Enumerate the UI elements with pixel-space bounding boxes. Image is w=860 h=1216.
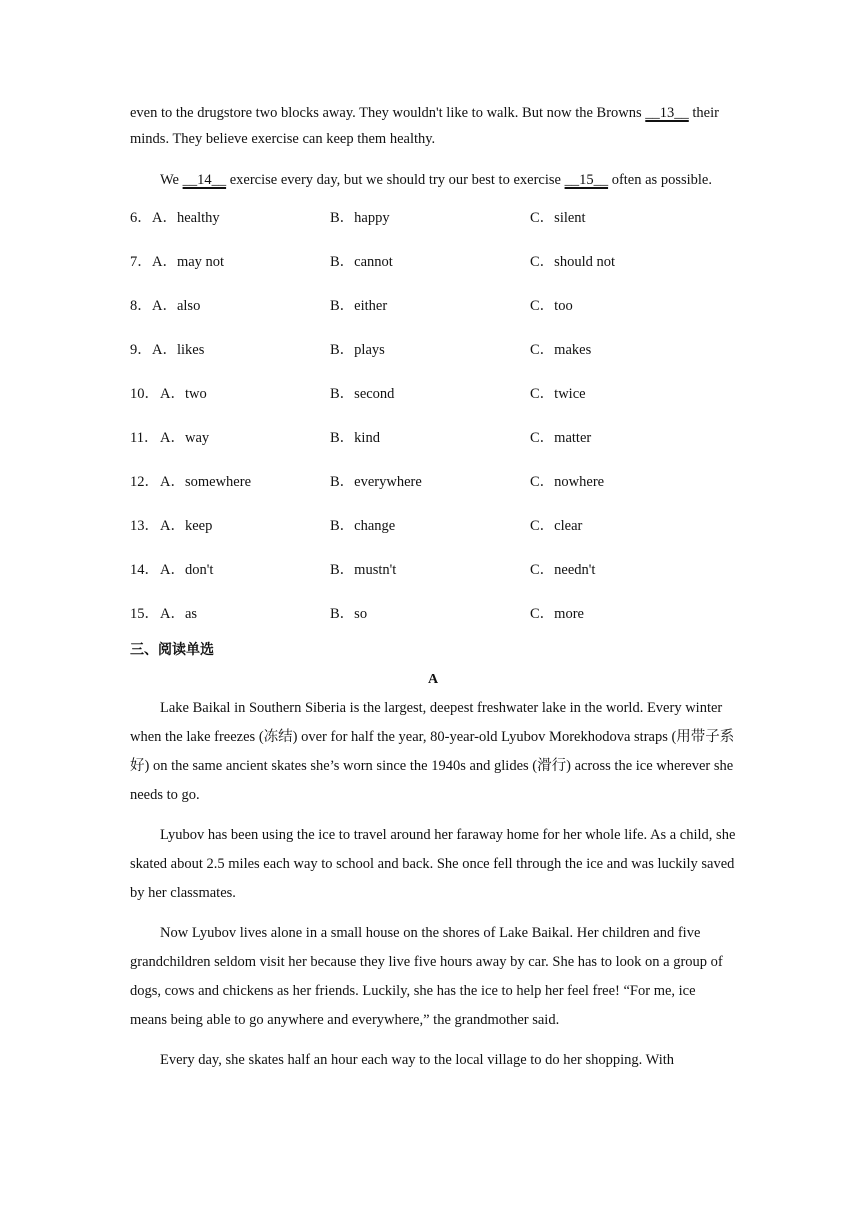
option-c: C．silent (530, 210, 586, 226)
option-a: A．likes (152, 342, 205, 358)
option-b: B．everywhere (330, 474, 422, 490)
option-a: A．may not (152, 254, 225, 270)
cloze-paragraph-2 (130, 167, 736, 193)
cloze-text: exercise every day, but we should try our best to exercise (226, 172, 565, 188)
option-a: A．keep (160, 518, 213, 534)
question-options-list (130, 208, 736, 638)
option-c: C．clear (530, 518, 583, 534)
option-a: A．way (160, 430, 210, 446)
document-page (130, 100, 736, 1086)
question-row (130, 252, 736, 296)
question-row (130, 472, 736, 516)
question-row (130, 384, 736, 428)
option-c: C．twice (530, 386, 586, 402)
question-number: 8． (130, 298, 152, 314)
option-c: C．should not (530, 254, 615, 270)
passage-paragraph: Lyubov has been using the ice to travel around her faraway home for her whole life. As a child, she skated about 2.5 miles each way to school and back. She once fell through the ice and was luckily saved by her classmates. (130, 827, 736, 901)
option-c: C．nowhere (530, 474, 605, 490)
question-row (130, 604, 736, 638)
option-b: B．either (330, 298, 388, 314)
question-number: 12． (130, 474, 159, 490)
question-row (130, 208, 736, 252)
question-number: 9． (130, 342, 152, 358)
passage-paragraph: Lake Baikal in Southern Siberia is the largest, deepest freshwater lake in the world. Every winter when the lake freezes (冻结) over for half the year, 80-year-old Lyubov Morekhodova straps (用带子系好) on the same ancient skates she’s worn since the 1940s and glides (滑行) across the ice wherever she needs to go. (130, 700, 735, 803)
option-b: B．kind (330, 430, 380, 446)
cloze-paragraph-1 (130, 100, 736, 152)
option-b: B．change (330, 518, 396, 534)
question-row (130, 340, 736, 384)
passage-paragraph: Now Lyubov lives alone in a small house on the shores of Lake Baikal. Her children and five grandchildren seldom visit her because they live five hours away by car. She has to look on a group of dogs, cows and chickens as her friends. Luckily, she has the ice to help her feel free! “For me, ice means being able to go anywhere and everywhere,” the grandmother said. (130, 925, 723, 1028)
cloze-text: even to the drugstore two blocks away. They wouldn't like to walk. But now the Browns (130, 105, 646, 121)
option-c: C．matter (530, 430, 592, 446)
option-c: C．more (530, 606, 584, 622)
option-a: A．two (160, 386, 207, 402)
passage-paragraph: Every day, she skates half an hour each way to the local village to do her shopping. With (160, 1052, 675, 1068)
option-a: A．somewhere (160, 474, 252, 490)
option-a: A．also (152, 298, 201, 314)
question-number: 11． (130, 430, 159, 446)
cloze-blank-15: __15__ (564, 172, 609, 188)
question-number: 15． (130, 606, 159, 622)
question-row (130, 560, 736, 604)
cloze-text: We (160, 172, 183, 188)
question-row (130, 516, 736, 560)
option-c: C．too (530, 298, 573, 314)
passage-title: A (427, 672, 439, 687)
cloze-text: their minds. They believe exercise can keep them healthy. (130, 105, 719, 147)
question-number: 10． (130, 386, 159, 402)
cloze-text: often as possible. (608, 172, 712, 188)
option-a: A．as (160, 606, 198, 622)
option-a: A．healthy (152, 210, 220, 226)
option-c: C．makes (530, 342, 592, 358)
question-number: 6． (130, 210, 152, 226)
question-row (130, 428, 736, 472)
reading-passage (130, 694, 736, 1075)
option-b: B．so (330, 606, 368, 622)
option-a: A．don't (160, 562, 214, 578)
option-b: B．happy (330, 210, 390, 226)
option-b: B．mustn't (330, 562, 397, 578)
cloze-blank-14: __14__ (182, 172, 227, 188)
section-heading: 三、阅读单选 (130, 642, 214, 658)
cloze-blank-13: __13__ (645, 105, 689, 121)
option-c: C．needn't (530, 562, 596, 578)
question-number: 14． (130, 562, 159, 578)
option-b: B．second (330, 386, 395, 402)
question-number: 13． (130, 518, 159, 534)
option-b: B．cannot (330, 254, 393, 270)
option-b: B．plays (330, 342, 385, 358)
question-row (130, 296, 736, 340)
question-number: 7． (130, 254, 152, 270)
